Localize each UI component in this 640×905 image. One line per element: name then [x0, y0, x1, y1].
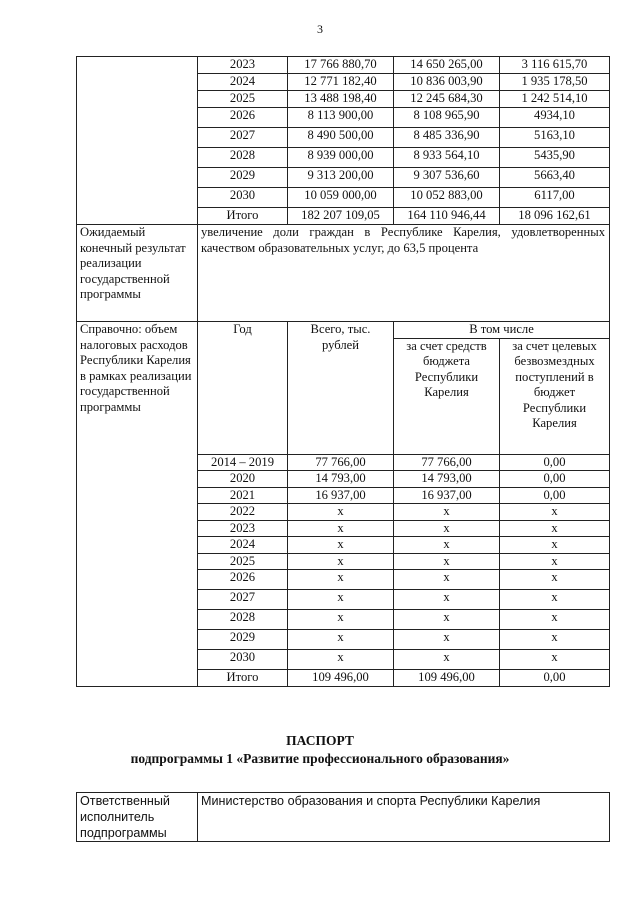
funding-budget: 9 307 536,60	[394, 168, 500, 188]
tax-total: x	[288, 590, 394, 610]
expected-result-label: Ожидаемый конечный результат реализации государственной программы	[77, 225, 198, 322]
tax-total: x	[288, 570, 394, 590]
funding-total: 9 313 200,00	[288, 168, 394, 188]
funding-year: 2029	[198, 168, 288, 188]
funding-total: 10 059 000,00	[288, 188, 394, 208]
funding-budget: 8 933 564,10	[394, 148, 500, 168]
funding-year: 2027	[198, 128, 288, 148]
tax-total: 77 766,00	[288, 454, 394, 471]
tax-year: 2021	[198, 487, 288, 504]
tax-budget: 109 496,00	[394, 670, 500, 687]
tax-budget: 77 766,00	[394, 454, 500, 471]
funding-label-cell	[77, 57, 198, 225]
tax-gratuitous: x	[500, 520, 610, 537]
funding-gratuitous: 3 116 615,70	[500, 57, 610, 74]
funding-budget: 8 485 336,90	[394, 128, 500, 148]
funding-year: 2025	[198, 91, 288, 108]
funding-budget: 8 108 965,90	[394, 108, 500, 128]
tax-year: 2020	[198, 471, 288, 488]
tax-gratuitous: x	[500, 570, 610, 590]
tax-year: 2023	[198, 520, 288, 537]
tax-total: 16 937,00	[288, 487, 394, 504]
funding-year: Итого	[198, 208, 288, 225]
tax-budget: x	[394, 570, 500, 590]
tax-budget: x	[394, 520, 500, 537]
funding-budget: 14 650 265,00	[394, 57, 500, 74]
tax-budget: 16 937,00	[394, 487, 500, 504]
expected-result-text: увеличение доли граждан в Республике Карелия, удовлетворенных качеством образовательных услуг, до 63,5 процента	[198, 225, 610, 322]
responsible-value: Министерство образования и спорта Республики Карелия	[198, 793, 610, 842]
tax-gratuitous: x	[500, 553, 610, 570]
tax-total: x	[288, 553, 394, 570]
tax-year: 2030	[198, 650, 288, 670]
funding-table	[76, 56, 610, 687]
funding-gratuitous: 4934,10	[500, 108, 610, 128]
tax-gratuitous: 0,00	[500, 471, 610, 488]
funding-total: 8 490 500,00	[288, 128, 394, 148]
funding-year: 2024	[198, 74, 288, 91]
tax-header-including: В том числе	[394, 322, 610, 339]
tax-year: 2029	[198, 630, 288, 650]
responsible-table	[76, 792, 610, 842]
funding-budget: 12 245 684,30	[394, 91, 500, 108]
tax-header-gratuitous: за счет целевых безвозмездных поступлений в бюджет Республики Карелия	[500, 338, 610, 454]
funding-budget: 164 110 946,44	[394, 208, 500, 225]
funding-gratuitous: 18 096 162,61	[500, 208, 610, 225]
tax-gratuitous: x	[500, 650, 610, 670]
tax-total: 14 793,00	[288, 471, 394, 488]
funding-gratuitous: 1 935 178,50	[500, 74, 610, 91]
tax-budget: x	[394, 630, 500, 650]
tax-total: 109 496,00	[288, 670, 394, 687]
tax-budget: 14 793,00	[394, 471, 500, 488]
page-number: 3	[317, 22, 323, 36]
funding-gratuitous: 5663,40	[500, 168, 610, 188]
tax-budget: x	[394, 537, 500, 554]
tax-total: x	[288, 610, 394, 630]
funding-year: 2028	[198, 148, 288, 168]
tax-gratuitous: 0,00	[500, 487, 610, 504]
funding-gratuitous: 1 242 514,10	[500, 91, 610, 108]
tax-gratuitous: x	[500, 630, 610, 650]
funding-total: 8 939 000,00	[288, 148, 394, 168]
tax-header-budget: за счет средств бюджета Республики Карелия	[394, 338, 500, 454]
tax-budget: x	[394, 650, 500, 670]
tax-budget: x	[394, 590, 500, 610]
passport-subtitle: подпрограммы 1 «Развитие профессионального образования»	[130, 751, 510, 766]
funding-year: 2023	[198, 57, 288, 74]
tax-gratuitous: x	[500, 590, 610, 610]
funding-year: 2030	[198, 188, 288, 208]
expected-result-row	[77, 225, 610, 322]
tax-year: 2028	[198, 610, 288, 630]
funding-row	[77, 57, 610, 74]
passport-title: ПАСПОРТ	[286, 733, 354, 748]
tax-total: x	[288, 650, 394, 670]
tax-gratuitous: x	[500, 504, 610, 521]
tax-total: x	[288, 520, 394, 537]
tax-budget: x	[394, 553, 500, 570]
funding-total: 17 766 880,70	[288, 57, 394, 74]
funding-total: 13 488 198,40	[288, 91, 394, 108]
tax-budget: x	[394, 504, 500, 521]
funding-gratuitous: 5435,90	[500, 148, 610, 168]
tax-total: x	[288, 504, 394, 521]
funding-year: 2026	[198, 108, 288, 128]
funding-budget: 10 052 883,00	[394, 188, 500, 208]
responsible-label: Ответственный исполнитель подпрограммы	[77, 793, 198, 842]
tax-year: 2014 – 2019	[198, 454, 288, 471]
funding-gratuitous: 6117,00	[500, 188, 610, 208]
tax-header-total: Всего, тыс. рублей	[288, 322, 394, 455]
tax-total: x	[288, 630, 394, 650]
tax-gratuitous: x	[500, 610, 610, 630]
funding-total: 182 207 109,05	[288, 208, 394, 225]
tax-year: Итого	[198, 670, 288, 687]
tax-expenditures-label: Справочно: объем налоговых расходов Республики Карелия в рамках реализации государственной программы	[77, 322, 198, 687]
tax-total: x	[288, 537, 394, 554]
tax-year: 2024	[198, 537, 288, 554]
funding-total: 8 113 900,00	[288, 108, 394, 128]
tax-year: 2022	[198, 504, 288, 521]
tax-year: 2027	[198, 590, 288, 610]
tax-year: 2025	[198, 553, 288, 570]
tax-header-year: Год	[198, 322, 288, 455]
tax-gratuitous: x	[500, 537, 610, 554]
funding-gratuitous: 5163,10	[500, 128, 610, 148]
tax-budget: x	[394, 610, 500, 630]
funding-total: 12 771 182,40	[288, 74, 394, 91]
funding-budget: 10 836 003,90	[394, 74, 500, 91]
tax-gratuitous: 0,00	[500, 670, 610, 687]
tax-year: 2026	[198, 570, 288, 590]
tax-gratuitous: 0,00	[500, 454, 610, 471]
